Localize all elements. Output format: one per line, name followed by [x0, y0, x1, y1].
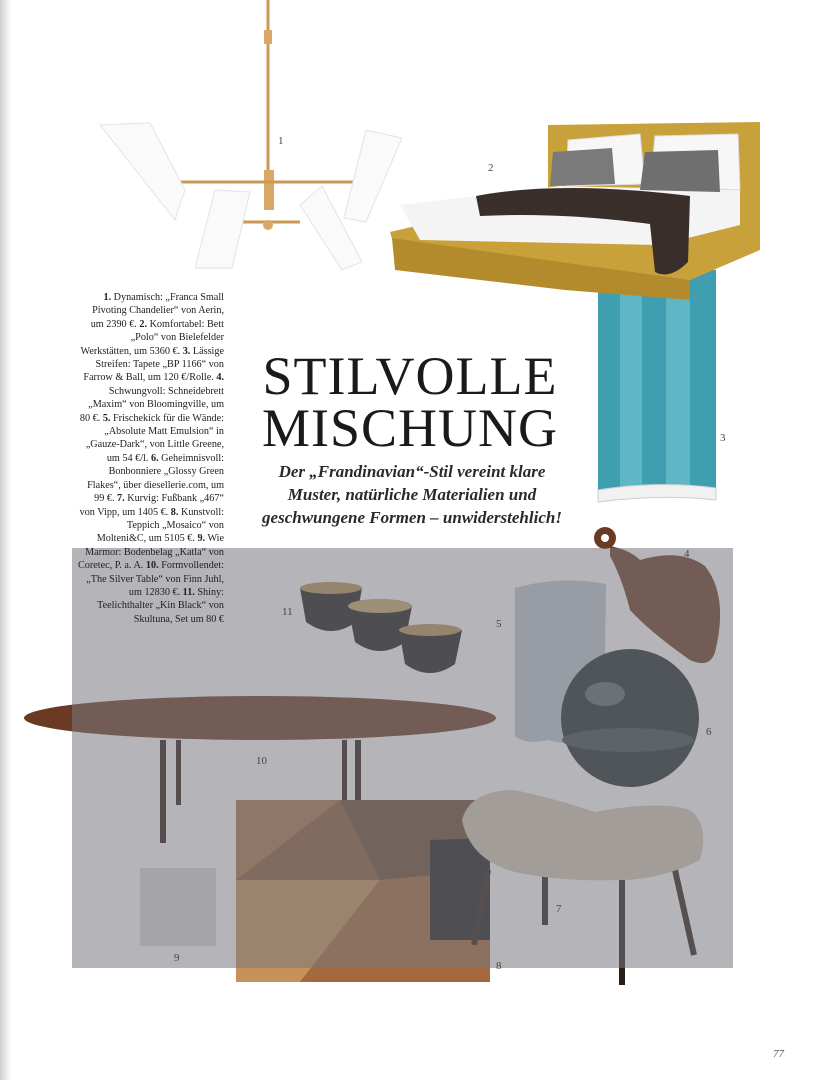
- number-label-9: 9: [174, 952, 180, 964]
- headline-line-1: STILVOLLE: [262, 346, 558, 406]
- caption-text: Dynamisch: „Franca Small Pivoting Chandelier“ von Aerin, um 2390 €.: [90, 292, 224, 330]
- caption-text: Kunstvoll: Teppich „Mosaico“ von Molteni&C, um 5105 €.: [96, 506, 224, 545]
- subheadline: Der „Frandinavian“-Stil vereint klare Muster, natürliche Materialien und geschwungene Formen – unwiderstehlich!: [262, 462, 562, 527]
- caption-text: Frischekick für die Wände: „Absolute Matt Emulsion“ in „Gauze-Dark“, von Little Greene, um 54 €/l.: [85, 412, 224, 464]
- product-caption: [78, 291, 224, 626]
- caption-number: 3.: [182, 345, 191, 357]
- caption-number: 7.: [117, 493, 125, 505]
- caption-number: 5.: [102, 412, 111, 424]
- caption-number: 10.: [145, 560, 159, 572]
- number-label-2: 2: [488, 162, 494, 174]
- bed-illustration: [390, 122, 760, 300]
- striped-wallpaper-roll: [598, 270, 716, 502]
- caption-text: Kurvig: Fußbank „467“ von Vipp, um 1405 €.: [79, 493, 224, 518]
- chandelier-illustration: [100, 0, 402, 270]
- caption-number: 1.: [103, 292, 112, 303]
- caption-text: Wie Marmor: Bodenbelag „Katla“ von Coretec, P. a. A.: [78, 533, 224, 572]
- number-label-3: 3: [720, 432, 726, 444]
- caption-number: 4.: [216, 372, 224, 384]
- caption-text: Geheimnisvoll: Bonbonniere „Glossy Green Flakes“, über diesellerie.com, um 99 €.: [87, 452, 224, 505]
- number-label-6: 6: [706, 726, 712, 738]
- caption-text: Komfortabel: Bett „Polo“ von Bielefelder Werkstätten, um 5360 €.: [80, 318, 224, 357]
- caption-text: Schwungvoll: Schneidebrett „Maxim“ von Bloomingville, um 80 €.: [79, 385, 224, 424]
- number-label-5: 5: [496, 618, 502, 630]
- number-label-10: 10: [256, 755, 267, 767]
- number-label-7: 7: [556, 903, 562, 915]
- caption-number: 6.: [150, 452, 159, 464]
- caption-text: Lässige Streifen: Tapete „BP 1166“ von Farrow & Ball, um 120 €/Rolle.: [83, 345, 224, 384]
- headline-line-2: MISCHUNG: [261, 398, 559, 458]
- number-label-8: 8: [496, 960, 502, 972]
- caption-number: 11.: [182, 586, 195, 598]
- caption-number: 8.: [170, 506, 179, 518]
- number-label-1: 1: [278, 135, 284, 147]
- number-label-11: 11: [282, 606, 293, 618]
- page-number: 77: [773, 1048, 784, 1060]
- caption-text: Shiny: Teelichthalter „Kin Black“ von Skultuna, Set um 80 €: [97, 586, 224, 625]
- caption-text: Formvollendet: „The Silver Table“ von Finn Juhl, um 12830 €.: [86, 560, 225, 598]
- caption-number: 9.: [197, 533, 206, 545]
- caption-number: 2.: [139, 318, 148, 330]
- number-label-4: 4: [684, 548, 690, 560]
- headline: [240, 346, 580, 458]
